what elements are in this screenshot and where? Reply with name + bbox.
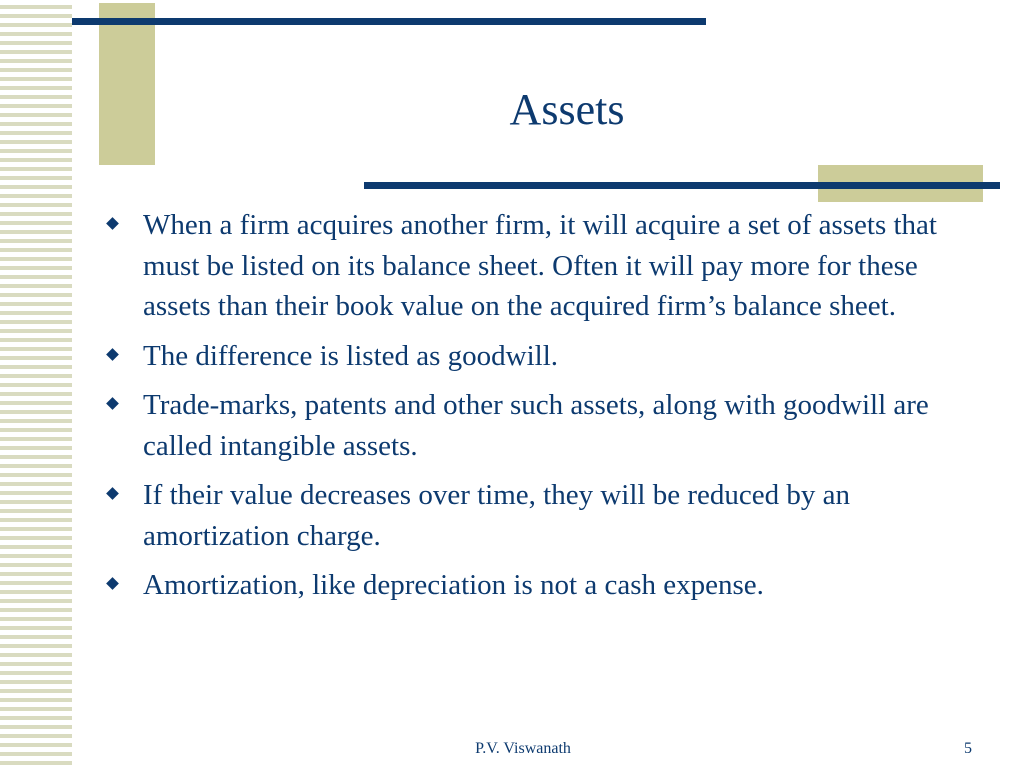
diamond-bullet-icon: [106, 577, 119, 590]
bullet-list: [104, 205, 984, 615]
bullet-text: If their value decreases over time, they will be reduced by an amortization charge.: [143, 479, 850, 552]
top-horizontal-rule: [72, 18, 706, 25]
bullet-text: Trade-marks, patents and other such assets, along with goodwill are called intangible assets.: [143, 389, 929, 462]
left-stripe-decoration: [0, 0, 72, 768]
bullet-item: [104, 385, 984, 466]
bullet-item: [104, 336, 984, 377]
diamond-bullet-icon: [106, 397, 119, 410]
title-underline-rule: [364, 182, 1000, 189]
footer-author: P.V. Viswanath: [475, 740, 571, 757]
bullet-item: [104, 565, 984, 606]
page-number: 5: [964, 740, 972, 757]
bullet-item: [104, 205, 984, 327]
bullet-item: [104, 475, 984, 556]
bullet-text: When a firm acquires another firm, it will acquire a set of assets that must be listed on its balance sheet. Often it will pay more for these assets than their book value on the acquired firm’s balance sheet.: [143, 209, 937, 322]
diamond-bullet-icon: [106, 348, 119, 361]
bullet-text: Amortization, like depreciation is not a cash expense.: [143, 569, 764, 601]
decorative-block-top-left: [99, 3, 155, 165]
diamond-bullet-icon: [106, 217, 119, 230]
bullet-text: The difference is listed as goodwill.: [143, 339, 559, 372]
diamond-bullet-icon: [106, 487, 119, 500]
slide-title: Assets: [509, 85, 625, 134]
